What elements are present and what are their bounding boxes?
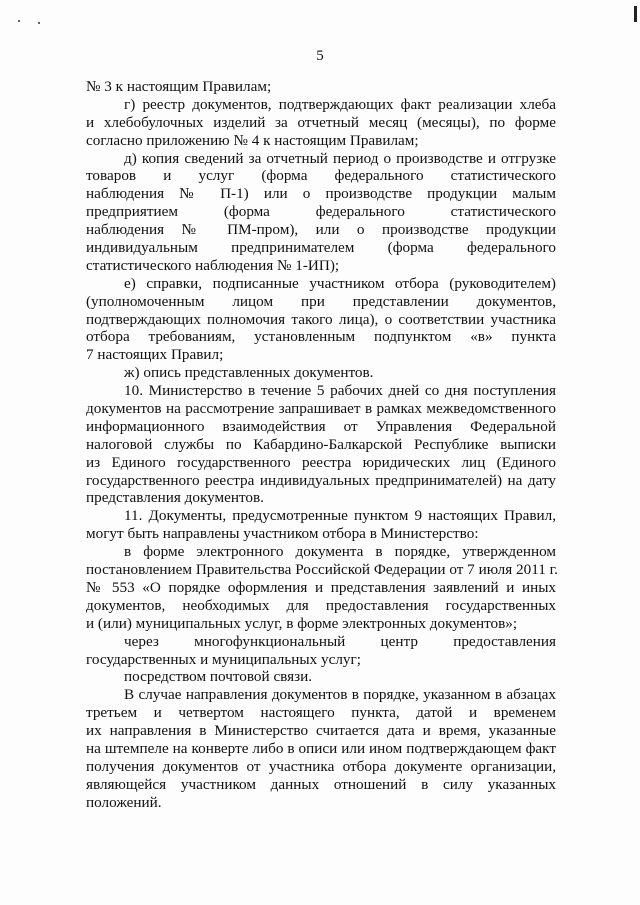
text-line: документов на рассмотрение запрашивает в рамках межведомственного [86, 400, 556, 418]
text-line: из Единого государственного реестра юридических лиц (Единого [86, 453, 556, 471]
text-line: е) справки, подписанные участником отбора (руководителем) [124, 274, 556, 292]
text-line: на штемпеле на конверте либо в описи или ином подтверждающем факт [86, 739, 556, 757]
text-line: подтверждающих полномочия такого лица), о соответствии участника [86, 310, 556, 328]
text-line: согласно приложению № 4 к настоящим Правилам; [86, 131, 419, 149]
text-line: № 3 к настоящим Правилам; [86, 78, 272, 95]
text-line: 7 настоящих Правил; [86, 346, 224, 364]
text-line: ж) опись представленных документов. [124, 364, 374, 382]
text-line: их направления в Министерство считается дата и время, указанные [86, 722, 556, 740]
text-line: предприятием (форма федерального статистического [86, 203, 556, 221]
text-line: статистического наблюдения № 1-ИП); [86, 256, 340, 274]
text-line: получения документов от участника отбора документе организации, [86, 757, 556, 775]
scan-speck [38, 22, 40, 24]
text-line: документов, необходимых для предоставления государственных [86, 596, 556, 614]
text-line: наблюдения № П-1) или о производстве продукции малым [86, 185, 556, 203]
text-line: положений. [86, 793, 162, 811]
text-line: в форме электронного документа в порядке, утвержденном [124, 543, 556, 561]
text-line: отбора требованиям, установленным подпунктом «в» пункта [86, 328, 556, 346]
text-line: государственного реестра индивидуальных предпринимателей) на дату [86, 471, 556, 489]
text-line: налоговой службы по Кабардино-Балкарской Республике выписки [86, 435, 556, 453]
text-line: наблюдения № ПМ-пром), или о производстве продукции [86, 221, 556, 239]
text-line: (уполномоченным лицом при представлении документов, [86, 292, 556, 310]
text-line: постановлением Правительства Российской Федерации от 7 июля 2011 г. [86, 561, 558, 579]
text-line: представления документов. [86, 489, 264, 507]
text-line: товаров и услуг (форма федерального статистического [86, 167, 556, 185]
text-line: 10. Министерство в течение 5 рабочих дней со дня поступления [124, 382, 556, 400]
text-line: В случае направления документов в порядке, указанном в абзацах [124, 686, 556, 704]
text-line: третьем и четвертом настоящего пункта, датой и временем [86, 704, 556, 722]
text-line: информационного взаимодействия от Управления Федеральной [86, 417, 556, 435]
scan-speck [18, 20, 20, 22]
scan-edge-mark [634, 6, 637, 22]
text-line: г) реестр документов, подтверждающих факт реализации хлеба [124, 95, 556, 113]
text-line: могут быть направлены участником отбора в Министерство: [86, 525, 479, 543]
text-line: № 553 «О порядке оформления и представления заявлений и иных [86, 578, 556, 596]
text-line: и хлебобулочных изделий за отчетный месяц (месяцы), по форме [86, 113, 556, 131]
text-line: 11. Документы, предусмотренные пунктом 9 настоящих Правил, [124, 507, 556, 525]
text-line: и (или) муниципальных услуг, в форме электронных документов»; [86, 614, 518, 632]
text-line: государственных и муниципальных услуг; [86, 650, 361, 668]
text-line: д) копия сведений за отчетный период о производстве и отгрузке [124, 149, 556, 167]
document-body [86, 78, 556, 812]
page-number: 5 [316, 48, 324, 64]
text-line: через многофункциональный центр предоставления [124, 632, 556, 650]
text-line: являющейся участником данных отношений в силу указанных [86, 775, 556, 793]
text-line: посредством почтовой связи. [124, 668, 313, 686]
text-line: индивидуальным предпринимателем (форма федерального [86, 239, 556, 257]
